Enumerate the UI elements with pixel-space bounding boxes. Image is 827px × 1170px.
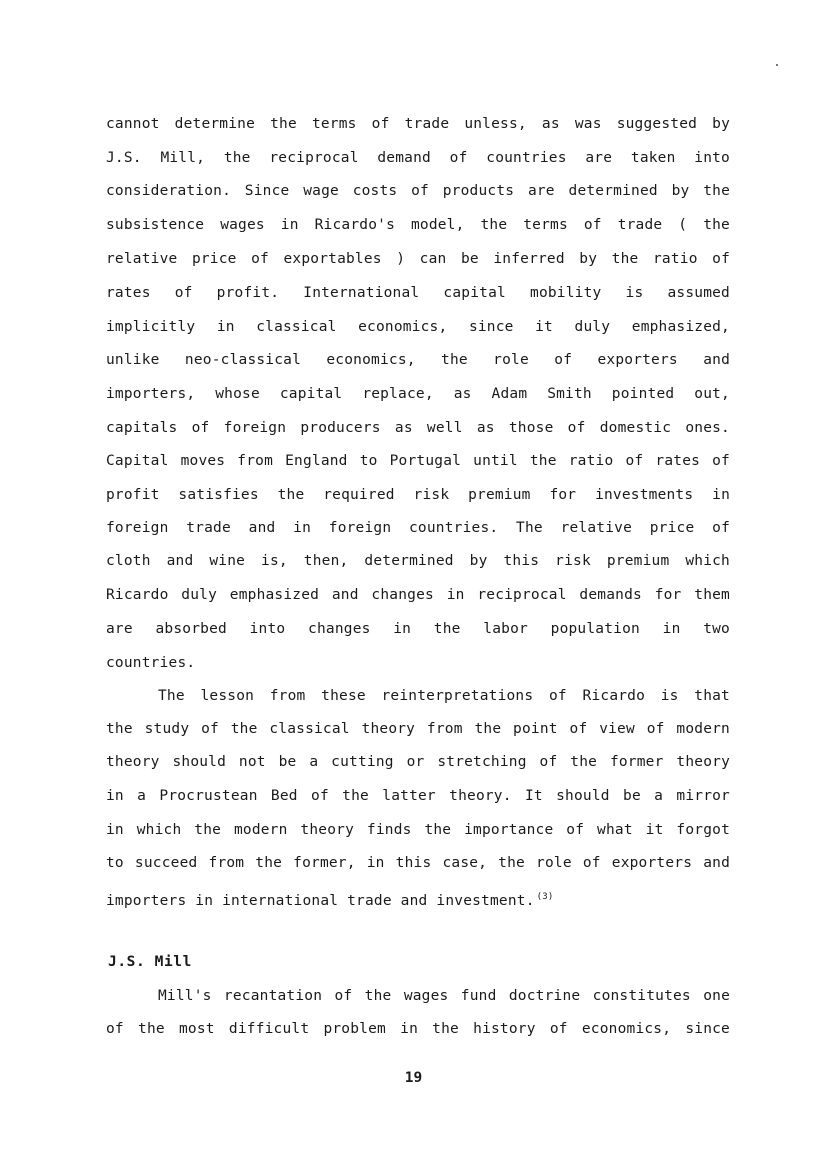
paragraph-1-line-15: Ricardo duly emphasized and changes in reciprocal demands for them xyxy=(106,587,730,603)
section-heading: J.S. Mill xyxy=(108,954,192,970)
paragraph-3-line-2: of the most difficult problem in the history of economics, since xyxy=(106,1021,730,1037)
paragraph-1-line-17: countries. xyxy=(106,655,196,671)
paragraph-2-line-5: in which the modern theory finds the importance of what it forgot xyxy=(106,822,730,838)
paragraph-1-line-13: foreign trade and in foreign countries. The relative price of xyxy=(106,520,730,536)
paragraph-1-line-11: Capital moves from England to Portugal until the ratio of rates of xyxy=(106,453,730,469)
paragraph-1-line-4: subsistence wages in Ricardo's model, the terms of trade ( the xyxy=(106,217,730,233)
footnote-marker: (3) xyxy=(536,892,554,902)
paragraph-2-line-7 xyxy=(106,887,730,911)
paragraph-1-line-1: cannot determine the terms of trade unless, as was suggested by xyxy=(106,116,730,132)
paragraph-2-line-4: in a Procrustean Bed of the latter theory. It should be a mirror xyxy=(106,788,730,804)
paragraph-1-line-9: importers, whose capital replace, as Adam Smith pointed out, xyxy=(106,386,730,402)
paragraph-1-line-2: J.S. Mill, the reciprocal demand of countries are taken into xyxy=(106,150,730,166)
paragraph-1-line-3: consideration. Since wage costs of products are determined by the xyxy=(106,183,730,199)
paragraph-2-line-3: theory should not be a cutting or stretching of the former theory xyxy=(106,754,730,770)
paragraph-1-line-12: profit satisfies the required risk premium for investments in xyxy=(106,487,730,503)
paragraph-1-line-16: are absorbed into changes in the labor population in two xyxy=(106,621,730,637)
paragraph-1-line-8: unlike neo-classical economics, the role of exporters and xyxy=(106,352,730,368)
paragraph-2-line-2: the study of the classical theory from the point of view of modern xyxy=(106,721,730,737)
paragraph-2-line-6: to succeed from the former, in this case, the role of exporters and xyxy=(106,855,730,871)
paragraph-3-line-1: Mill's recantation of the wages fund doctrine constitutes one xyxy=(158,988,730,1004)
paragraph-1-line-6: rates of profit. International capital mobility is assumed xyxy=(106,285,730,301)
page-number: 19 xyxy=(404,1070,423,1086)
paragraph-1-line-14: cloth and wine is, then, determined by this risk premium which xyxy=(106,553,730,569)
paragraph-2-line-1: The lesson from these reinterpretations of Ricardo is that xyxy=(158,688,730,704)
paragraph-1-line-5: relative price of exportables ) can be inferred by the ratio of xyxy=(106,251,730,267)
scan-speck xyxy=(776,64,778,66)
paragraph-2-line-7-text: importers in international trade and investment. xyxy=(106,892,535,909)
paragraph-1-line-10: capitals of foreign producers as well as those of domestic ones. xyxy=(106,420,730,436)
paragraph-1-line-7: implicitly in classical economics, since it duly emphasized, xyxy=(106,319,730,335)
